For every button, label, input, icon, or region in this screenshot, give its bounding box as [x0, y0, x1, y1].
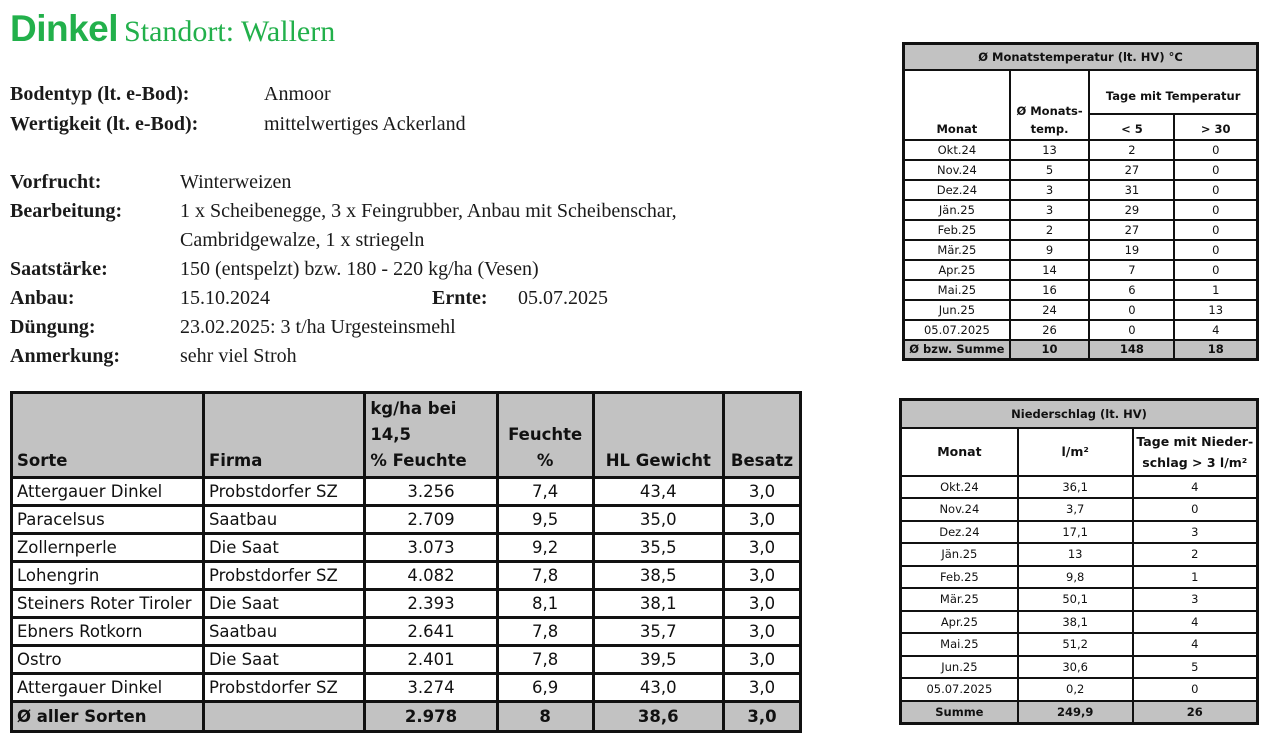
cell-sorte: Ebners Rotkorn [12, 618, 204, 646]
crop-title: Dinkel [10, 8, 119, 49]
cell-sorte: Attergauer Dinkel [12, 478, 204, 506]
table-row [12, 478, 801, 506]
cell-besatz: 3,0 [724, 562, 801, 590]
cell-monat: Jän.25 [904, 200, 1010, 220]
table-row [904, 300, 1258, 320]
bearbeitung-value-line2: Cambridgewalze, 1 x striegeln [180, 229, 425, 251]
cell-feuchte: 6,9 [497, 674, 593, 702]
table-row [901, 588, 1258, 611]
cell-lt5: 148 [1089, 340, 1174, 360]
summary-row [901, 701, 1258, 724]
page-title [10, 8, 335, 52]
cell-sorte: Ostro [12, 646, 204, 674]
cell-hl: 39,5 [593, 646, 723, 674]
cell-tage: 5 [1133, 656, 1258, 679]
col-gt30: > 30 [1174, 114, 1257, 140]
cell-lm2: 38,1 [1018, 611, 1133, 634]
cell-tage: 4 [1133, 633, 1258, 656]
cell-sorte: Paracelsus [12, 506, 204, 534]
cell-temp: 10 [1010, 340, 1090, 360]
cell-temp: 14 [1010, 260, 1090, 280]
cell-monat: Jun.25 [901, 656, 1018, 679]
cell-tage: 0 [1133, 678, 1258, 701]
cell-besatz: 3,0 [724, 506, 801, 534]
vorfrucht-value: Winterweizen [180, 171, 292, 193]
cell-firma: Probstdorfer SZ [203, 674, 364, 702]
cell-lt5: 0 [1089, 300, 1174, 320]
cell-lt5: 29 [1089, 200, 1174, 220]
cell-hl: 35,0 [593, 506, 723, 534]
cell-lm2: 36,1 [1018, 476, 1133, 499]
ernte-label: Ernte: [432, 287, 488, 309]
col-tage-mit-temperatur: Tage mit Temperatur [1089, 70, 1257, 114]
col-ertrag-line2: % Feuchte [370, 451, 467, 470]
bearbeitung-value-line1: 1 x Scheibenegge, 3 x Feingrubber, Anbau mit Scheibenschar, [180, 200, 677, 222]
col-feuchte [497, 393, 593, 478]
cell-temp: 26 [1010, 320, 1090, 340]
cell-sorte: Steiners Roter Tiroler [12, 590, 204, 618]
cell-monat: Jän.25 [901, 543, 1018, 566]
average-row [12, 702, 801, 732]
cell-besatz: 3,0 [724, 618, 801, 646]
cell-tage: 1 [1133, 566, 1258, 589]
cell-ertrag: 2.393 [365, 590, 497, 618]
cell-lm2: 30,6 [1018, 656, 1133, 679]
cell-monat: Mär.25 [904, 240, 1010, 260]
wertigkeit-value: mittelwertiges Ackerland [264, 113, 466, 135]
cell-monat: Nov.24 [901, 498, 1018, 521]
cell-monat: Ø bzw. Summe [904, 340, 1010, 360]
cell-lm2: 0,2 [1018, 678, 1133, 701]
cell-lm2: 17,1 [1018, 521, 1133, 544]
cell-monat: Mai.25 [901, 633, 1018, 656]
cell-lt5: 7 [1089, 260, 1174, 280]
cell-gt30: 4 [1174, 320, 1257, 340]
cell-ertrag: 3.256 [365, 478, 497, 506]
cell-tage: 3 [1133, 521, 1258, 544]
cell-besatz: 3,0 [724, 478, 801, 506]
cell-temp: 24 [1010, 300, 1090, 320]
cell-temp: 5 [1010, 160, 1090, 180]
summary-row [904, 340, 1258, 360]
table-row [901, 656, 1258, 679]
cell-firma: Probstdorfer SZ [203, 562, 364, 590]
table-row [901, 678, 1258, 701]
cell-gt30: 0 [1174, 220, 1257, 240]
cell-hl: 38,1 [593, 590, 723, 618]
anbau-value: 15.10.2024 [180, 287, 270, 309]
cell-monat: Nov.24 [904, 160, 1010, 180]
cell-gt30: 13 [1174, 300, 1257, 320]
cell-firma: Die Saat [203, 646, 364, 674]
cell-feuchte: 7,8 [497, 646, 593, 674]
cell-monat: Apr.25 [904, 260, 1010, 280]
anmerkung-label: Anmerkung: [10, 345, 121, 367]
cell-temp: 3 [1010, 200, 1090, 220]
col-tage-line1: Tage mit Nieder- [1136, 433, 1254, 449]
cell-besatz: 3,0 [724, 646, 801, 674]
cell-gt30: 0 [1174, 240, 1257, 260]
cell-tage: 0 [1133, 498, 1258, 521]
col-lt5: < 5 [1089, 114, 1174, 140]
temperature-table-title: Ø Monatstemperatur (lt. HV) °C [904, 44, 1258, 70]
cell-lt5: 31 [1089, 180, 1174, 200]
table-row [12, 590, 801, 618]
cell-monat: Okt.24 [901, 476, 1018, 499]
cell-feuchte: 7,4 [497, 478, 593, 506]
cell-lm2: 9,8 [1018, 566, 1133, 589]
cell-firma: Saatbau [203, 618, 364, 646]
cell-firma: Die Saat [203, 534, 364, 562]
cell-hl: 38,6 [593, 702, 723, 732]
cell-hl: 43,0 [593, 674, 723, 702]
cell-feuchte: 8,1 [497, 590, 593, 618]
bodentyp-label: Bodentyp (lt. e-Bod): [10, 83, 190, 105]
cell-tage: 4 [1133, 476, 1258, 499]
cell-lm2: 51,2 [1018, 633, 1133, 656]
cultivation-details [10, 168, 810, 378]
cell-monat: Feb.25 [904, 220, 1010, 240]
cell-tage: 4 [1133, 611, 1258, 634]
cell-firma [203, 702, 364, 732]
saatstaerke-label: Saatstärke: [10, 258, 108, 280]
cell-sorte: Zollernperle [12, 534, 204, 562]
cell-feuchte: 9,2 [497, 534, 593, 562]
cell-temp: 13 [1010, 140, 1090, 160]
cell-hl: 35,5 [593, 534, 723, 562]
cell-besatz: 3,0 [724, 534, 801, 562]
cell-sorte: Attergauer Dinkel [12, 674, 204, 702]
results-header-row [12, 393, 801, 478]
cell-monat: Apr.25 [901, 611, 1018, 634]
table-row [12, 618, 801, 646]
cell-lm2: 50,1 [1018, 588, 1133, 611]
cell-gt30: 0 [1174, 260, 1257, 280]
table-row [12, 562, 801, 590]
table-row [904, 160, 1258, 180]
cell-ertrag: 4.082 [365, 562, 497, 590]
table-row [904, 320, 1258, 340]
cell-monat: Mai.25 [904, 280, 1010, 300]
bodentyp-value: Anmoor [264, 83, 331, 105]
table-row [901, 566, 1258, 589]
table-row [901, 498, 1258, 521]
cell-tage: 2 [1133, 543, 1258, 566]
col-tage-line2: schlag > 3 l/m² [1142, 454, 1248, 470]
bearbeitung-label: Bearbeitung: [10, 200, 123, 222]
cell-monat: 05.07.2025 [901, 678, 1018, 701]
cell-hl: 35,7 [593, 618, 723, 646]
cell-temp: 2 [1010, 220, 1090, 240]
saatstaerke-value: 150 (entspelzt) bzw. 180 - 220 kg/ha (Vesen) [180, 258, 539, 280]
col-feuchte-line1: Feuchte [508, 425, 583, 444]
cell-lt5: 27 [1089, 160, 1174, 180]
cell-gt30: 0 [1174, 160, 1257, 180]
table-row [904, 240, 1258, 260]
cell-gt30: 18 [1174, 340, 1257, 360]
cell-feuchte: 7,8 [497, 562, 593, 590]
table-row [12, 646, 801, 674]
cell-besatz: 3,0 [724, 674, 801, 702]
cell-firma: Probstdorfer SZ [203, 478, 364, 506]
duengung-label: Düngung: [10, 316, 96, 338]
table-row [901, 611, 1258, 634]
table-row [901, 633, 1258, 656]
variety-results-table [10, 391, 802, 733]
wertigkeit-label: Wertigkeit (lt. e-Bod): [10, 113, 199, 135]
cell-tage: 3 [1133, 588, 1258, 611]
cell-feuchte: 7,8 [497, 618, 593, 646]
cell-monat: Summe [901, 701, 1018, 724]
cell-besatz: 3,0 [724, 590, 801, 618]
cell-lm2: 249,9 [1018, 701, 1133, 724]
table-row [904, 140, 1258, 160]
cell-lt5: 27 [1089, 220, 1174, 240]
table-row [12, 674, 801, 702]
cell-besatz: 3,0 [724, 702, 801, 732]
cell-monat: 05.07.2025 [904, 320, 1010, 340]
table-row [904, 220, 1258, 240]
col-firma: Firma [203, 393, 364, 478]
cell-monat: Mär.25 [901, 588, 1018, 611]
cell-feuchte: 9,5 [497, 506, 593, 534]
col-tage-niederschlag [1133, 428, 1258, 476]
table-row [904, 200, 1258, 220]
cell-gt30: 1 [1174, 280, 1257, 300]
col-ertrag-line1: kg/ha bei 14,5 [370, 399, 457, 444]
cell-monat: Okt.24 [904, 140, 1010, 160]
anbau-label: Anbau: [10, 287, 75, 309]
cell-ertrag: 3.274 [365, 674, 497, 702]
cell-feuchte: 8 [497, 702, 593, 732]
cell-monat: Dez.24 [904, 180, 1010, 200]
cell-ertrag: 2.978 [365, 702, 497, 732]
cell-gt30: 0 [1174, 180, 1257, 200]
cell-ertrag: 2.709 [365, 506, 497, 534]
cell-ertrag: 2.401 [365, 646, 497, 674]
col-monatstemp [1010, 70, 1090, 140]
cell-monat: Dez.24 [901, 521, 1018, 544]
cell-gt30: 0 [1174, 200, 1257, 220]
cell-ertrag: 3.073 [365, 534, 497, 562]
cell-firma: Die Saat [203, 590, 364, 618]
cell-tage: 26 [1133, 701, 1258, 724]
location-subtitle: Standort: Wallern [124, 15, 336, 48]
table-row [901, 543, 1258, 566]
table-row [904, 280, 1258, 300]
cell-sorte: Ø aller Sorten [12, 702, 204, 732]
col-monatstemp-line2: temp. [1030, 121, 1069, 136]
cell-ertrag: 2.641 [365, 618, 497, 646]
table-row [904, 260, 1258, 280]
soil-info [10, 80, 610, 140]
col-monatstemp-line1: Ø Monats- [1016, 103, 1083, 118]
temperature-table [902, 42, 1259, 361]
table-row [901, 521, 1258, 544]
table-row [12, 506, 801, 534]
cell-lt5: 2 [1089, 140, 1174, 160]
cell-lt5: 6 [1089, 280, 1174, 300]
col-monat: Monat [904, 70, 1010, 140]
table-row [12, 534, 801, 562]
table-row [901, 476, 1258, 499]
table-row [904, 180, 1258, 200]
cell-gt30: 0 [1174, 140, 1257, 160]
cell-sorte: Lohengrin [12, 562, 204, 590]
precipitation-table [899, 398, 1259, 725]
cell-temp: 9 [1010, 240, 1090, 260]
anmerkung-value: sehr viel Stroh [180, 345, 297, 367]
ernte-value: 05.07.2025 [518, 287, 608, 309]
cell-hl: 38,5 [593, 562, 723, 590]
col-feuchte-line2: % [536, 451, 554, 470]
col-sorte: Sorte [12, 393, 204, 478]
cell-lt5: 19 [1089, 240, 1174, 260]
cell-temp: 3 [1010, 180, 1090, 200]
cell-lt5: 0 [1089, 320, 1174, 340]
col-monat: Monat [901, 428, 1018, 476]
col-ertrag [365, 393, 497, 478]
col-hl-gewicht: HL Gewicht [593, 393, 723, 478]
duengung-value: 23.02.2025: 3 t/ha Urgesteinsmehl [180, 316, 456, 338]
cell-firma: Saatbau [203, 506, 364, 534]
cell-monat: Feb.25 [901, 566, 1018, 589]
cell-lm2: 3,7 [1018, 498, 1133, 521]
cell-monat: Jun.25 [904, 300, 1010, 320]
precipitation-table-title: Niederschlag (lt. HV) [901, 400, 1258, 428]
cell-lm2: 13 [1018, 543, 1133, 566]
cell-hl: 43,4 [593, 478, 723, 506]
cell-temp: 16 [1010, 280, 1090, 300]
vorfrucht-label: Vorfrucht: [10, 171, 102, 193]
col-besatz: Besatz [724, 393, 801, 478]
col-lm2: l/m² [1018, 428, 1133, 476]
